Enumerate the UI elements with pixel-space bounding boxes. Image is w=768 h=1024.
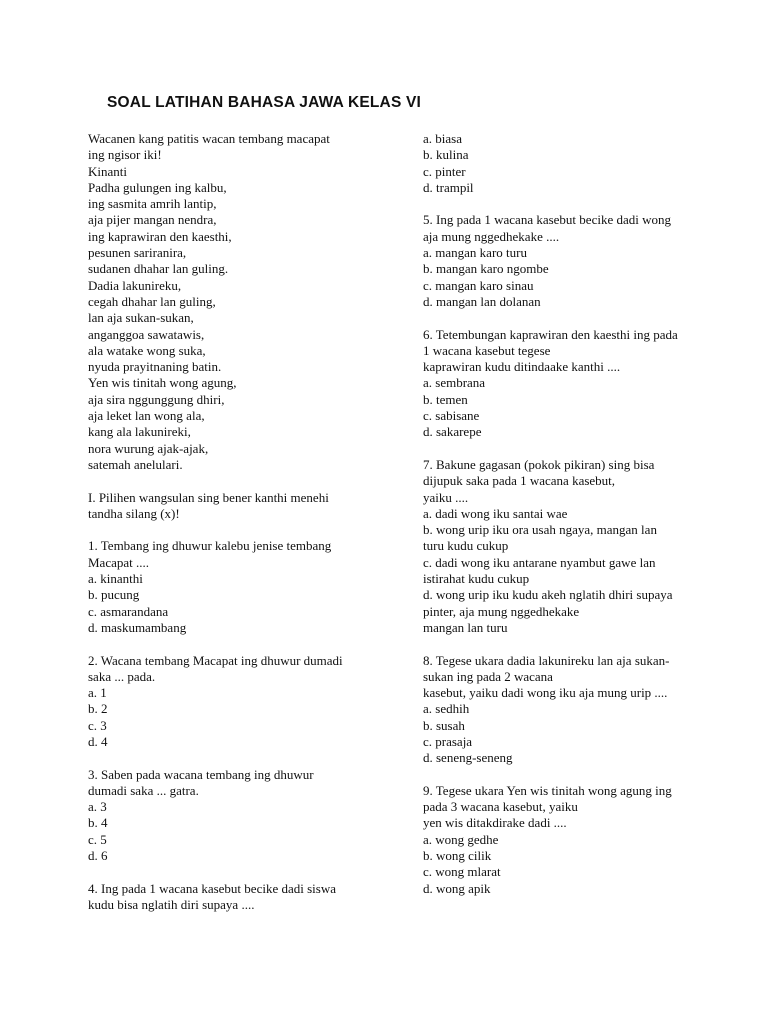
text-line: istirahat kudu cukup bbox=[423, 571, 530, 587]
text-line: c. wong mlarat bbox=[423, 864, 501, 880]
text-line: cegah dhahar lan guling, bbox=[88, 293, 216, 309]
text-block bbox=[88, 653, 388, 751]
text-line: ala watake wong suka, bbox=[88, 342, 206, 358]
text-line: d. sakarepe bbox=[423, 424, 482, 440]
text-line: a. 3 bbox=[88, 799, 107, 815]
text-line: Padha gulungen ing kalbu, bbox=[88, 179, 227, 195]
text-block bbox=[423, 653, 723, 767]
text-line: c. pinter bbox=[423, 163, 466, 179]
text-line: Dadia lakunireku, bbox=[88, 277, 182, 293]
text-line: Macapat .... bbox=[88, 554, 150, 570]
text-line: kaprawiran kudu ditindaake kanthi .... bbox=[423, 359, 621, 375]
text-line: a. dadi wong iku santai wae bbox=[423, 505, 568, 521]
text-line: a. wong gedhe bbox=[423, 831, 499, 847]
text-line: b. kulina bbox=[423, 147, 469, 163]
text-line: 2. Wacana tembang Macapat ing dhuwur dumadi bbox=[88, 652, 343, 668]
text-line: a. mangan karo turu bbox=[423, 245, 527, 261]
text-line: sukan ing pada 2 wacana bbox=[423, 668, 553, 684]
text-line: 1. Tembang ing dhuwur kalebu jenise tembang bbox=[88, 538, 332, 554]
text-line: saka ... pada. bbox=[88, 668, 156, 684]
right-column bbox=[423, 131, 723, 913]
text-block bbox=[88, 538, 388, 636]
left-column bbox=[88, 131, 388, 930]
text-line: ing ngisor iki! bbox=[88, 147, 162, 163]
text-line: turu kudu cukup bbox=[423, 538, 509, 554]
text-block bbox=[88, 131, 388, 473]
page-title: SOAL LATIHAN BAHASA JAWA KELAS VI bbox=[107, 94, 422, 111]
text-line: Wacanen kang patitis wacan tembang macapat bbox=[88, 131, 330, 146]
text-line: a. sedhih bbox=[423, 701, 470, 717]
text-line: c. 3 bbox=[88, 717, 107, 733]
text-line: 8. Tegese ukara dadia lakunireku lan aja sukan- bbox=[423, 652, 670, 668]
text-line: aja leket lan wong ala, bbox=[88, 408, 205, 424]
text-block bbox=[423, 327, 723, 441]
text-line: b. 4 bbox=[88, 815, 108, 831]
text-line: d. seneng-seneng bbox=[423, 750, 513, 766]
text-line: 6. Tetembungan kaprawiran den kaesthi ing pada bbox=[423, 326, 678, 342]
text-line: 7. Bakune gagasan (pokok pikiran) sing bisa bbox=[423, 456, 655, 472]
text-line: a. sembrana bbox=[423, 375, 486, 391]
text-line: Kinanti bbox=[88, 163, 127, 179]
text-line: kasebut, yaiku dadi wong iku aja mung urip .... bbox=[423, 685, 668, 701]
text-line: pesunen sariranira, bbox=[88, 245, 187, 261]
text-line: a. 1 bbox=[88, 685, 107, 701]
text-line: dijupuk saka pada 1 wacana kasebut, bbox=[423, 473, 616, 489]
text-line: pada 3 wacana kasebut, yaiku bbox=[423, 799, 578, 815]
text-line: b. pucung bbox=[88, 587, 140, 603]
text-line: kang ala lakunireki, bbox=[88, 424, 191, 440]
text-line: b. wong cilik bbox=[423, 848, 492, 864]
text-line: c. 5 bbox=[88, 831, 107, 847]
text-line: 5. Ing pada 1 wacana kasebut becike dadi wong bbox=[423, 212, 671, 228]
text-line: 9. Tegese ukara Yen wis tinitah wong agung ing bbox=[423, 782, 672, 798]
text-line: d. 4 bbox=[88, 733, 108, 749]
text-block bbox=[88, 767, 388, 865]
text-line: d. wong apik bbox=[423, 880, 491, 896]
text-block bbox=[88, 490, 388, 523]
text-line: d. maskumambang bbox=[88, 619, 187, 635]
text-block bbox=[423, 457, 723, 636]
text-line: ing kaprawiran den kaesthi, bbox=[88, 228, 232, 244]
text-line: Yen wis tinitah wong agung, bbox=[88, 375, 237, 391]
text-line: b. wong urip iku ora usah ngaya, mangan lan bbox=[423, 522, 657, 538]
text-line: a. biasa bbox=[423, 131, 462, 146]
text-line: mangan lan turu bbox=[423, 619, 508, 635]
text-line: c. asmarandana bbox=[88, 603, 169, 619]
text-line: d. 6 bbox=[88, 848, 108, 864]
text-line: pinter, aja mung nggedhekake bbox=[423, 603, 580, 619]
text-block bbox=[88, 881, 388, 914]
text-line: kudu bisa nglatih diri supaya .... bbox=[88, 896, 255, 912]
text-line: c. mangan karo sinau bbox=[423, 277, 534, 293]
text-line: dumadi saka ... gatra. bbox=[88, 782, 199, 798]
text-block bbox=[423, 212, 723, 310]
text-block bbox=[423, 783, 723, 897]
text-line: sudanen dhahar lan guling. bbox=[88, 261, 229, 277]
text-line: 3. Saben pada wacana tembang ing dhuwur bbox=[88, 766, 314, 782]
text-block bbox=[423, 131, 723, 196]
text-line: b. temen bbox=[423, 391, 468, 407]
text-line: aja pijer mangan nendra, bbox=[88, 212, 217, 228]
text-line: 1 wacana kasebut tegese bbox=[423, 342, 551, 358]
text-line: I. Pilihen wangsulan sing bener kanthi menehi bbox=[88, 489, 329, 505]
text-line: 4. Ing pada 1 wacana kasebut becike dadi siswa bbox=[88, 880, 336, 896]
text-line: aja mung nggedhekake .... bbox=[423, 228, 560, 244]
text-line: nyuda prayitnaning batin. bbox=[88, 359, 222, 375]
text-line: c. prasaja bbox=[423, 733, 473, 749]
text-line: b. mangan karo ngombe bbox=[423, 261, 549, 277]
text-line: d. trampil bbox=[423, 179, 474, 195]
text-line: d. wong urip iku kudu akeh nglatih dhiri supaya bbox=[423, 587, 673, 603]
text-line: a. kinanthi bbox=[88, 571, 143, 587]
text-line: d. mangan lan dolanan bbox=[423, 293, 541, 309]
text-line: yen wis ditakdirake dadi .... bbox=[423, 815, 567, 831]
text-line: yaiku .... bbox=[423, 489, 469, 505]
text-line: ing sasmita amrih lantip, bbox=[88, 196, 217, 212]
text-line: c. sabisane bbox=[423, 408, 480, 424]
text-line: tandha silang (x)! bbox=[88, 505, 180, 521]
text-line: aja sira nggunggung dhiri, bbox=[88, 391, 225, 407]
text-line: lan aja sukan-sukan, bbox=[88, 310, 194, 326]
text-line: nora wurung ajak-ajak, bbox=[88, 440, 209, 456]
text-line: c. dadi wong iku antarane nyambut gawe lan bbox=[423, 554, 656, 570]
text-line: satemah anelulari. bbox=[88, 456, 183, 472]
text-line: anganggoa sawatawis, bbox=[88, 326, 205, 342]
text-line: b. susah bbox=[423, 717, 465, 733]
text-line: b. 2 bbox=[88, 701, 108, 717]
